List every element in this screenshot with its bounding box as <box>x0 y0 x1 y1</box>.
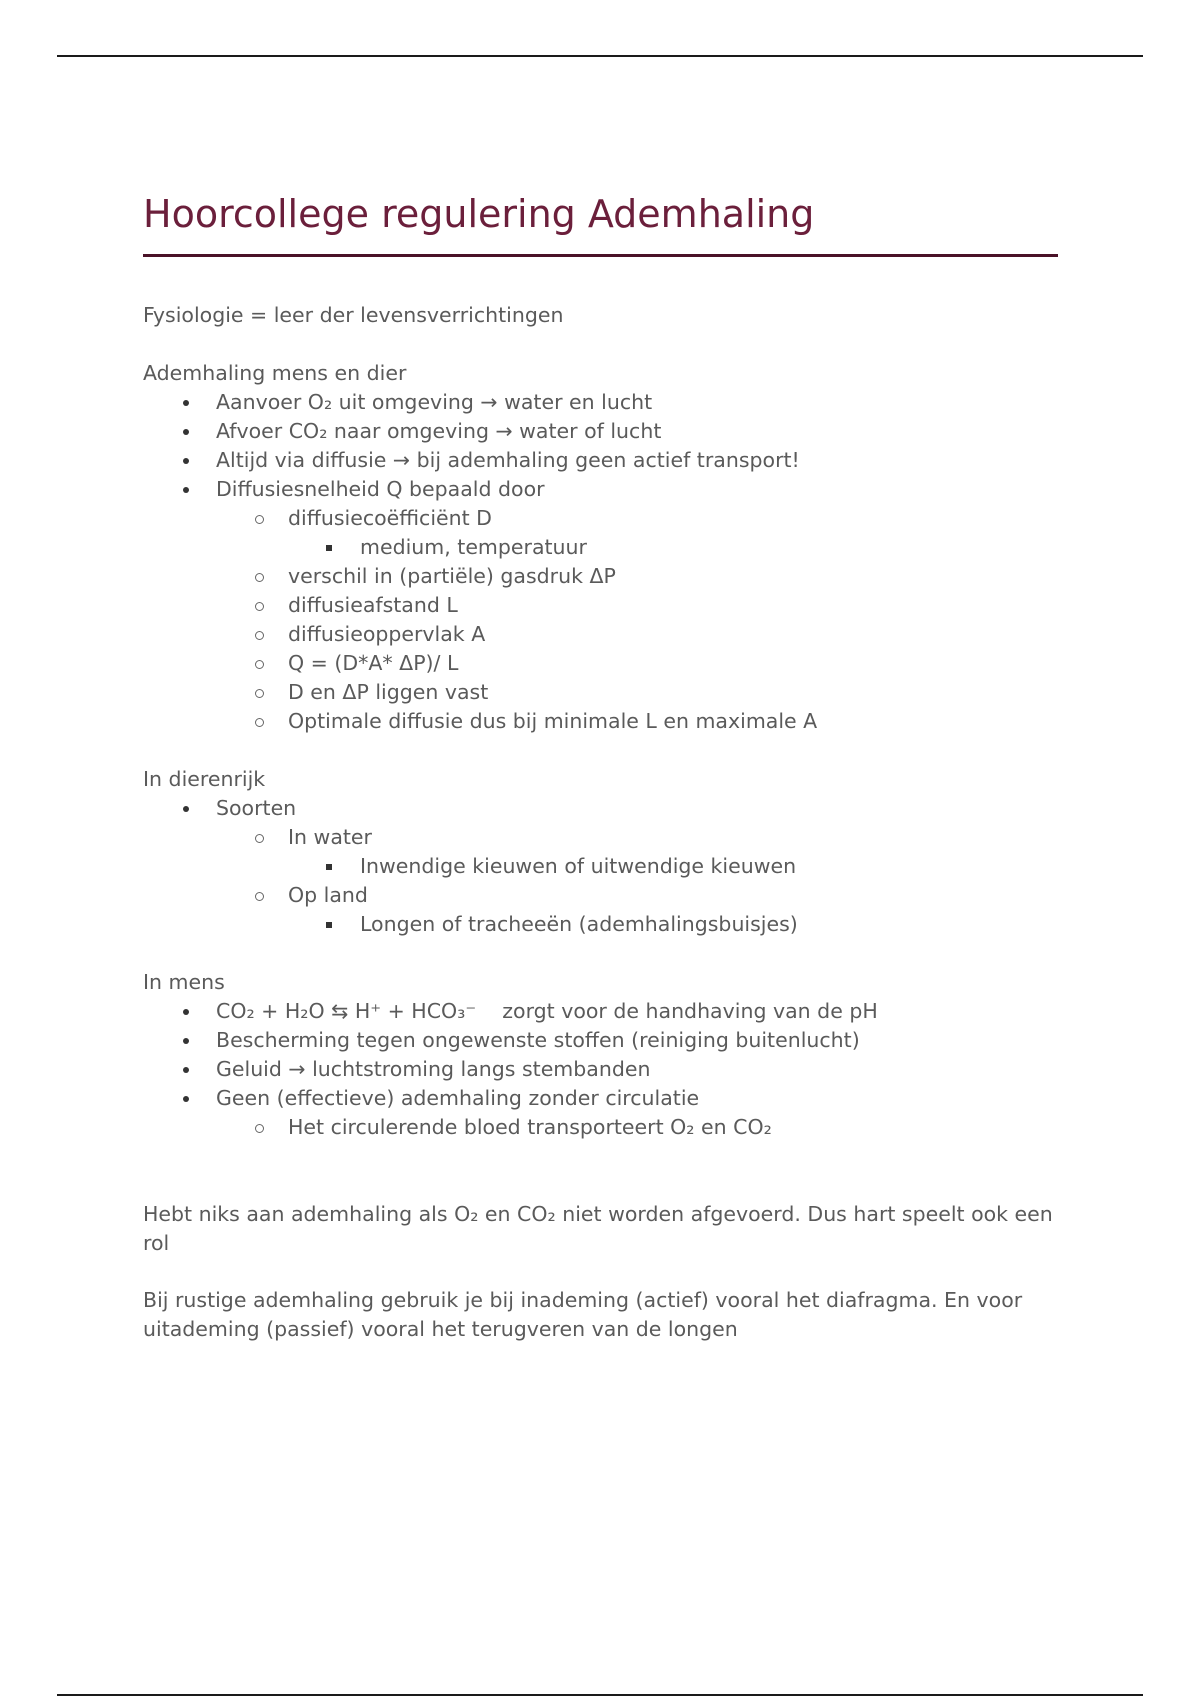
list-item: CO₂ + H₂O ⇆ H⁺ + HCO₃⁻ zorgt voor de handhaving van de pH <box>143 997 1058 1026</box>
bullet-square-icon <box>326 545 332 551</box>
list-item: Aanvoer O₂ uit omgeving → water en lucht <box>143 388 1058 417</box>
paragraph-breathing: Bij rustige ademhaling gebruik je bij inademing (actief) vooral het diafragma. En voor uitademing (passief) vooral het terugveren van de longen <box>143 1288 1023 1341</box>
list-item: Altijd via diffusie → bij ademhaling geen actief transport! <box>143 446 1058 475</box>
list-item: Geen (effectieve) ademhaling zonder circulatie <box>143 1084 1058 1113</box>
bullet-dot-icon <box>183 487 189 493</box>
list-item: Afvoer CO₂ naar omgeving → water of lucht <box>143 417 1058 446</box>
mens-list <box>143 997 1058 1142</box>
sub-list-item: diffusiecoëfficiënt D <box>143 504 1058 533</box>
paragraph-circulation: Hebt niks aan ademhaling als O₂ en CO₂ niet worden afgevoerd. Dus hart speelt ook een rol <box>143 1202 1053 1255</box>
list-item: Diffusiesnelheid Q bepaald door <box>143 475 1058 504</box>
section-heading-ademhaling: Ademhaling mens en dier <box>143 361 407 385</box>
subsub-list-item: Inwendige kieuwen of uitwendige kieuwen <box>143 852 1058 881</box>
document-title: Hoorcollege regulering Ademhaling <box>143 192 815 236</box>
page-bottom-rule <box>57 1694 1143 1696</box>
bullet-circle-icon <box>255 689 264 698</box>
section-heading-mens: In mens <box>143 970 225 994</box>
sub-list-item: diffusieafstand L <box>143 591 1058 620</box>
page-top-rule <box>57 55 1143 57</box>
bullet-square-icon <box>326 864 332 870</box>
document-page <box>143 190 1058 1344</box>
bullet-square-icon <box>326 922 332 928</box>
ademhaling-list <box>143 388 1058 736</box>
sub-list-item: verschil in (partiële) gasdruk ΔP <box>143 562 1058 591</box>
list-item: Geluid → luchtstroming langs stembanden <box>143 1055 1058 1084</box>
sub-list-item: Op land <box>143 881 1058 910</box>
section-heading-dierenrijk: In dierenrijk <box>143 767 266 791</box>
bullet-circle-icon <box>255 631 264 640</box>
list-item: Soorten <box>143 794 1058 823</box>
bullet-circle-icon <box>255 573 264 582</box>
sub-list-item: Het circulerende bloed transporteert O₂ en CO₂ <box>143 1113 1058 1142</box>
dierenrijk-list <box>143 794 1058 939</box>
sub-list-item: Optimale diffusie dus bij minimale L en maximale A <box>143 707 1058 736</box>
bullet-circle-icon <box>255 515 264 524</box>
bullet-dot-icon <box>183 1009 189 1015</box>
bullet-dot-icon <box>183 429 189 435</box>
bullet-circle-icon <box>255 718 264 727</box>
sub-list-item: Q = (D*A* ΔP)/ L <box>143 649 1058 678</box>
subsub-list-item: Longen of tracheeën (ademhalingsbuisjes) <box>143 910 1058 939</box>
subsub-list-item: medium, temperatuur <box>143 533 1058 562</box>
bullet-circle-icon <box>255 1124 264 1133</box>
bullet-dot-icon <box>183 458 189 464</box>
bullet-circle-icon <box>255 892 264 901</box>
bullet-dot-icon <box>183 1038 189 1044</box>
bullet-circle-icon <box>255 602 264 611</box>
document-body <box>143 301 1058 1344</box>
bullet-circle-icon <box>255 834 264 843</box>
title-underline <box>143 254 1058 257</box>
bullet-dot-icon <box>183 1096 189 1102</box>
sub-list-item: In water <box>143 823 1058 852</box>
sub-list-item: D en ΔP liggen vast <box>143 678 1058 707</box>
bullet-dot-icon <box>183 400 189 406</box>
intro-paragraph: Fysiologie = leer der levensverrichtingen <box>143 303 564 327</box>
list-item: Bescherming tegen ongewenste stoffen (reiniging buitenlucht) <box>143 1026 1058 1055</box>
bullet-dot-icon <box>183 1067 189 1073</box>
bullet-dot-icon <box>183 806 189 812</box>
sub-list-item: diffusieoppervlak A <box>143 620 1058 649</box>
bullet-circle-icon <box>255 660 264 669</box>
